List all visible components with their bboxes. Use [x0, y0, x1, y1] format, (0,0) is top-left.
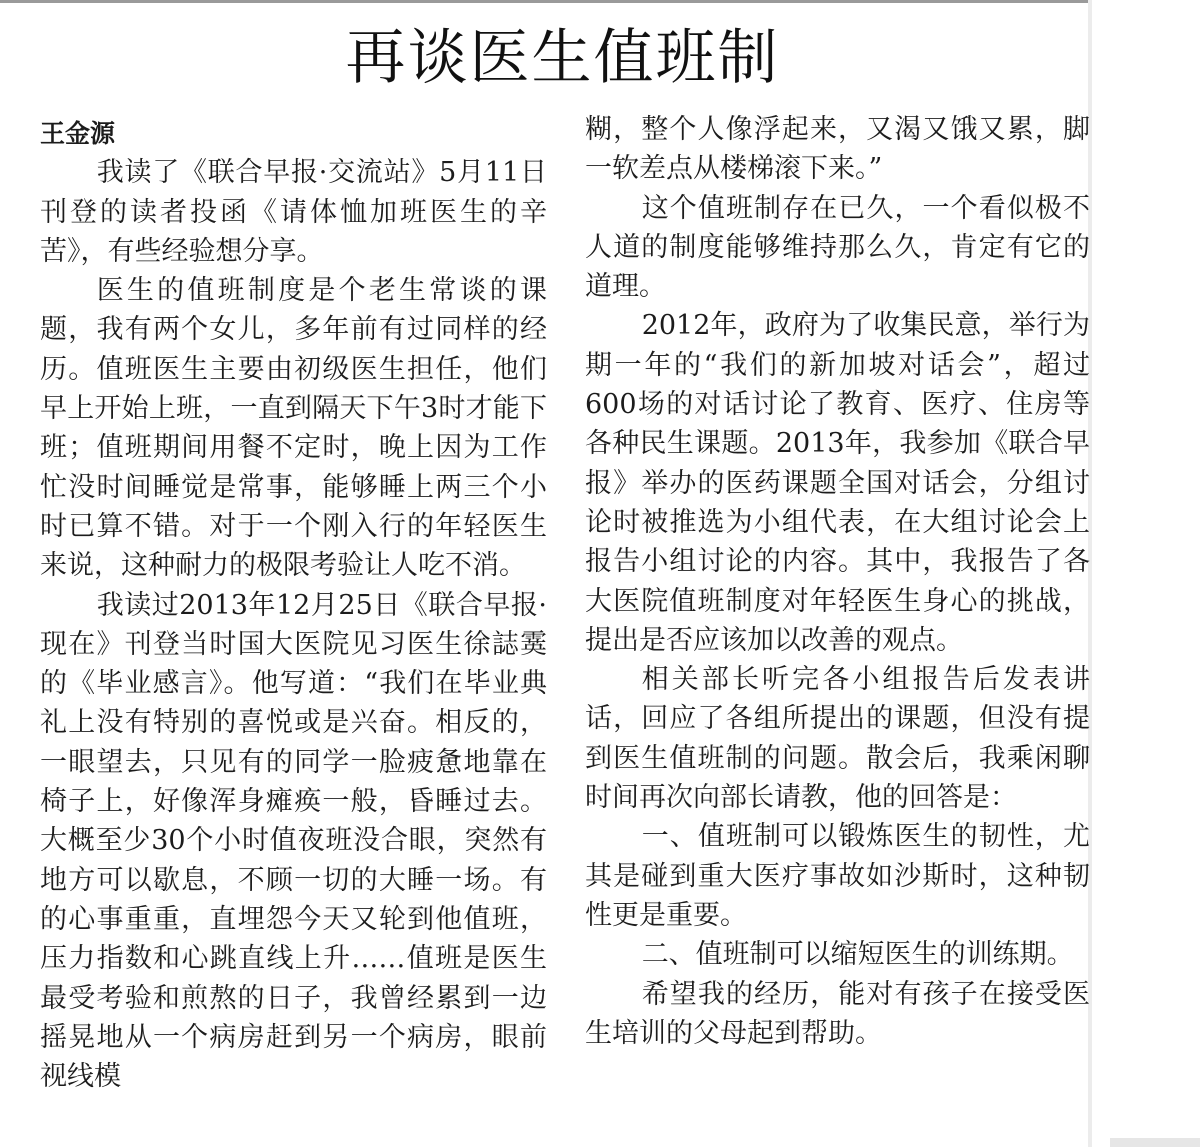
article-paragraph: 一、值班制可以锻炼医生的韧性，尤其是碰到重大医疗事故如沙斯时，这种韧性更是重要。 [585, 821, 1090, 931]
article-paragraph-continued: 糊，整个人像浮起来，又渴又饿又累，脚一软差点从楼梯滚下来。” [585, 114, 1090, 185]
article-author: 王金源 [40, 119, 116, 148]
article-column-right [585, 110, 1090, 1053]
page-shadow [1110, 1138, 1200, 1147]
article-paragraph: 2012年，政府为了收集民意，举行为期一年的“我们的新加坡对话会”，超过600场的对话讨论了教育、医疗、住房等各种民生课题。2013年，我参加《联合早报》举办的医药课题全国对话会，分组讨论时被推选为小组代表，在大组讨论会上报告小组讨论的内容。其中，我报告了各大医院值班制度对年轻医生身心的挑战，提出是否应该加以改善的观点。 [585, 310, 1090, 656]
article-paragraph: 医生的值班制度是个老生常谈的课题，我有两个女儿，多年前有过同样的经历。值班医生主要由初级医生担任，他们早上开始上班，一直到隔天下午3时才能下班；值班期间用餐不定时，晚上因为工作忙没时间睡觉是常事，能够睡上两三个小时已算不错。对于一个刚入行的年轻医生来说，这种耐力的极限考验让人吃不消。 [40, 275, 547, 582]
top-rule [0, 0, 1090, 3]
article-paragraph: 我读过2013年12月25日《联合早报·现在》刊登当时国大医院见习医生徐誌霙的《毕业感言》。他写道：“我们在毕业典礼上没有特别的喜悦或是兴奋。相反的，一眼望去，只见有的同学一脸疲惫地靠在椅子上，好像浑身瘫痪一般，昏睡过去。大概至少30个小时值夜班没合眼，突然有地方可以歇息，不顾一切的大睡一场。有的心事重重，直埋怨今天又轮到他值班，压力指数和心跳直线上升……值班是医生最受考验和煎熬的日子，我曾经累到一边摇晃地从一个病房赶到另一个病房，眼前视线模 [40, 589, 547, 1093]
article-paragraph: 我读了《联合早报·交流站》5月11日刊登的读者投函《请体恤加班医生的辛苦》，有些经验想分享。 [40, 157, 547, 267]
article-column-left [40, 110, 547, 1096]
article-title: 再谈医生值班制 [345, 23, 780, 93]
article-paragraph: 二、值班制可以缩短医生的训练期。 [641, 939, 1074, 971]
article-paragraph: 希望我的经历，能对有孩子在接受医生培训的父母起到帮助。 [585, 978, 1090, 1049]
article-paragraph: 这个值班制存在已久，一个看似极不人道的制度能够维持那么久，肯定有它的道理。 [585, 192, 1090, 303]
article-paragraph: 相关部长听完各小组报告后发表讲话，回应了各组所提出的课题，但没有提到医生值班制的问题。散会后，我乘闲聊时间再次向部长请教，他的回答是： [585, 664, 1090, 814]
